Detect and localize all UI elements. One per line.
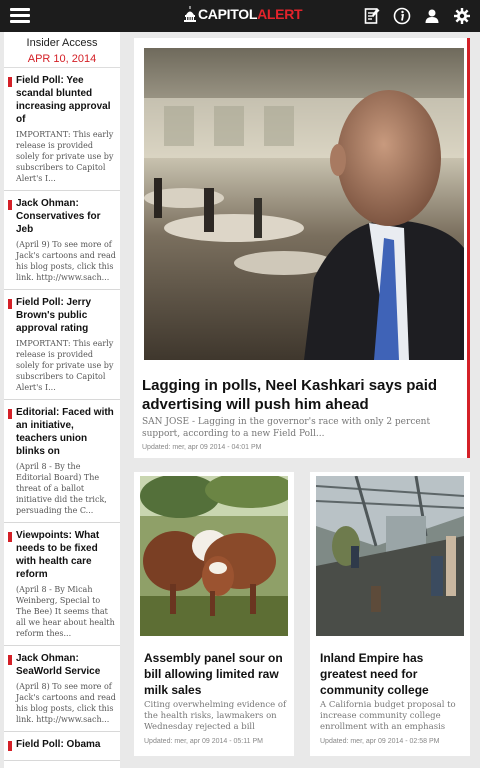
sidebar-article[interactable] [4, 191, 120, 290]
sidebar-article-title: Viewpoints: What needs to be fixed with health care reform [16, 530, 100, 580]
sidebar-article-desc: IMPORTANT: This early release is provided solely for private use by subscribers to Capitol Alert's I... [16, 339, 114, 392]
story-photo-campus [316, 476, 464, 636]
sidebar-article[interactable] [4, 732, 120, 761]
main-story-summary: SAN JOSE - Lagging in the governor's race with only 2 percent support, according to a new Field Poll... [142, 417, 431, 439]
story-updated: Updated: mer, apr 09 2014 - 02:58 PM [320, 738, 440, 745]
main-story-card[interactable] [134, 38, 470, 458]
sidebar-article-title: Editorial: Faced with an initiative, teachers union blinks on [16, 407, 114, 457]
sidebar-article-title: Field Poll: Obama [16, 739, 101, 750]
story-updated: Updated: mer, apr 09 2014 - 05:11 PM [144, 738, 263, 745]
sidebar-article-desc: (April 8 - By the Editorial Board) The threat of a ballot initiative did the trick, persuading the C... [16, 462, 107, 515]
sidebar-title: Insider Access [26, 37, 98, 49]
person-icon[interactable] [422, 6, 442, 26]
story-title: Assembly panel sour on bill allowing limited raw milk sales [144, 651, 283, 697]
menu-icon[interactable] [10, 8, 30, 24]
notepad-icon[interactable] [362, 6, 382, 26]
sidebar-article-desc: (April 8) To see more of Jack's cartoons and read his blog posts, click this link. http://www.sach... [16, 682, 116, 724]
main-story-photo [144, 48, 464, 360]
gear-icon[interactable] [452, 6, 472, 26]
logo-text-capitol: CAPITOL [198, 6, 258, 22]
capitol-dome-icon [184, 6, 196, 22]
story-card[interactable] [310, 472, 470, 756]
sidebar-article-title: Jack Ohman: Conservatives for Jeb [16, 198, 101, 235]
sidebar-article-title: Jack Ohman: SeaWorld Service [16, 653, 101, 677]
sidebar-article[interactable] [4, 400, 120, 523]
sidebar-article-desc: IMPORTANT: This early release is provided solely for private use by subscribers to Capitol Alert's I... [16, 130, 114, 183]
sidebar-article-desc: (April 9) To see more of Jack's cartoons and read his blog posts, click this link. http://www.sach... [16, 240, 116, 282]
story-title: Inland Empire has greatest need for community college [320, 651, 429, 697]
sidebar-article[interactable] [4, 523, 120, 646]
story-summary: Citing overwhelming evidence of the health risks, lawmakers on Wednesday rejected a bill [144, 700, 287, 732]
info-icon[interactable] [392, 6, 412, 26]
main-story-title: Lagging in polls, Neel Kashkari says paid advertising will push him ahead [142, 377, 438, 413]
insider-access-sidebar [4, 32, 120, 768]
sidebar-article-desc: (April 8 - By Micah Weinberg, Special to The Bee) It seems that all we hear about health reform thes... [16, 585, 115, 638]
sidebar-article[interactable] [4, 68, 120, 191]
sidebar-article-title: Field Poll: Yee scandal blunted increasing approval of [16, 75, 111, 125]
story-card[interactable] [134, 472, 294, 756]
sidebar-header [4, 32, 120, 68]
story-summary: A California budget proposal to increase community college enrollment with an emphasis [320, 700, 456, 732]
sidebar-date: APR 10, 2014 [27, 53, 97, 65]
sidebar-article-title: Field Poll: Jerry Brown's public approval rating [16, 297, 92, 334]
logo-text-alert: ALERT [257, 6, 303, 22]
story-photo-cows [140, 476, 288, 636]
app-logo [184, 6, 302, 22]
sidebar-article[interactable] [4, 646, 120, 732]
top-app-bar [0, 0, 480, 32]
main-story-updated: Updated: mer, apr 09 2014 - 04:01 PM [142, 444, 262, 451]
sidebar-article[interactable] [4, 290, 120, 400]
